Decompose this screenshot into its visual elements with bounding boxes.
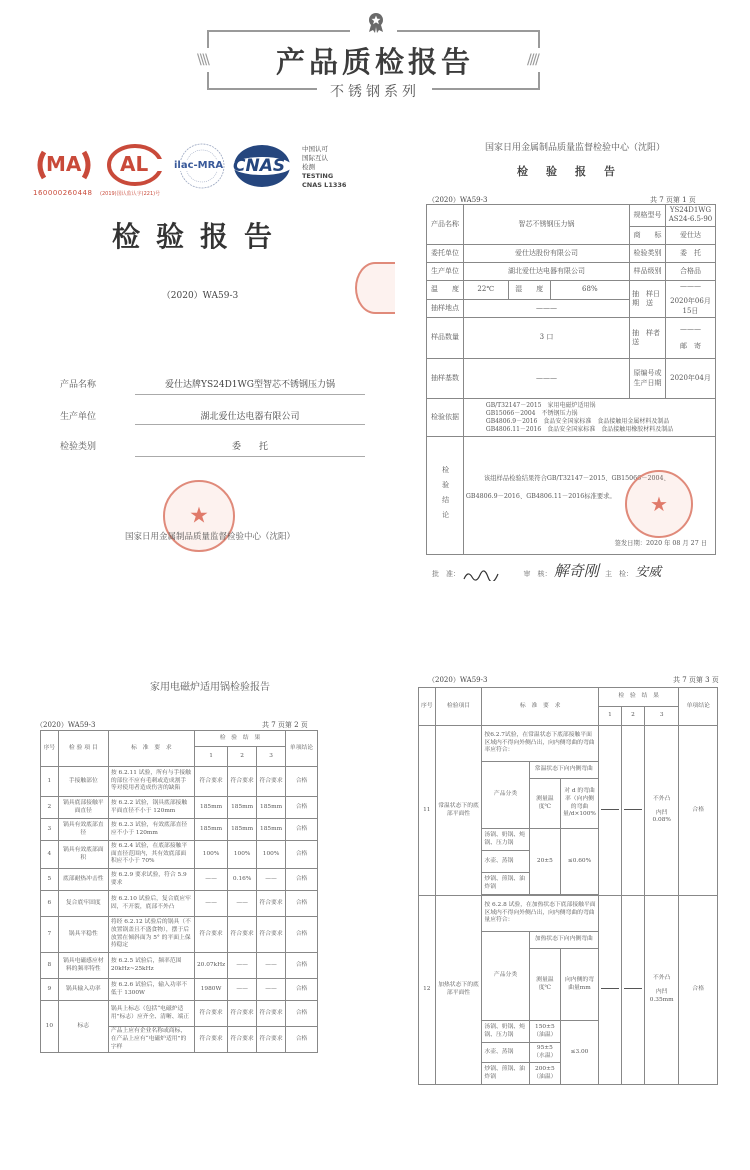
- table-row: [41, 917, 318, 953]
- result-line: 不外凸: [652, 795, 671, 802]
- result-line: 内凹: [655, 809, 668, 816]
- sample-date-dash: ———: [679, 281, 701, 290]
- row-item: 锅具有效底部直径: [58, 819, 108, 841]
- row-result-2: ——: [228, 891, 257, 917]
- result-line: 0.35mm: [649, 996, 674, 1003]
- table-row: [41, 841, 318, 869]
- sub-header: 常温状态下向内侧弯曲: [529, 762, 598, 779]
- category-item: 炒锅、煎锅、油炸锅: [482, 873, 529, 895]
- row-result-1: 符合要求: [194, 767, 227, 797]
- row-result-2: 符合要求: [228, 1001, 257, 1027]
- sample-date-label: 抽 样日期 送: [630, 280, 666, 317]
- row-verdict: 合格: [679, 896, 718, 1085]
- conclusion-text: 该组样品检验结果符合GB/T32147－2015、GB15066－2004、: [483, 475, 670, 483]
- cal-logo: [106, 143, 164, 187]
- row-item: 复合底牢固度: [58, 891, 108, 917]
- dash: [601, 988, 619, 989]
- row-verdict: 合格: [286, 841, 318, 869]
- results-table: [418, 687, 718, 1085]
- sampler-value: [665, 318, 715, 359]
- cma-number: 160000260448: [33, 189, 93, 197]
- underline: [135, 424, 365, 425]
- row-result-3: 符合要求: [257, 767, 286, 797]
- row-result-2: ——: [228, 979, 257, 1001]
- row-verdict: 合格: [286, 979, 318, 1001]
- row-result-2: 100%: [228, 841, 257, 869]
- temp-label: 测量温度℃: [529, 779, 560, 829]
- header-requirement: 标 准 要 求: [482, 688, 599, 726]
- quantity-label: 样品数量: [427, 318, 464, 359]
- row-result-1: [598, 726, 621, 896]
- row-verdict: 合格: [286, 1001, 318, 1027]
- table-row: [41, 891, 318, 917]
- product-name-label: 产品名称: [427, 205, 464, 245]
- table-row: [41, 953, 318, 979]
- row-requirement: 按 6.2.3 试验，有效底部直径应不小于 120mm: [108, 819, 194, 841]
- row-result-1: 1980W: [194, 979, 227, 1001]
- row-requirement-intro: 按 6.2.8 试验，在加热状态下底部接触平面区域内不得向外侧凸出，向内侧弯曲的弯曲量应符合：: [482, 896, 599, 932]
- header-sample-2: 2: [228, 747, 257, 767]
- location-value: ———: [463, 299, 629, 318]
- conclusion-label: 检验结论: [427, 437, 464, 555]
- row-requirement: 将经 6.2.12 试验后的锅具（不放置锅盖且不盛食物），摆于后放置在倾斜面为 5° 的平面上保持稳定: [108, 917, 194, 953]
- grade-label: 样品级别: [630, 262, 666, 280]
- row-no: 9: [41, 979, 59, 1001]
- sample-date-value: [665, 280, 715, 317]
- header-no: 序号: [41, 731, 59, 767]
- banner-title: 产品质检报告: [275, 45, 474, 79]
- conclusion-text: GB4806.9－2016、GB4806.11－2016标准要求。: [465, 492, 616, 500]
- seal-star-icon: ★: [650, 492, 668, 516]
- rate-value: ≤0.60%: [561, 829, 599, 895]
- row-verdict: 合格: [286, 891, 318, 917]
- temp-label: 测量温度℃: [529, 949, 560, 1021]
- trademark-value: 爱仕达: [665, 226, 715, 244]
- row-verdict: 合格: [286, 819, 318, 841]
- row-verdict: 合格: [286, 953, 318, 979]
- cnas-caption: [302, 145, 346, 190]
- sampler-text: 邮 寄: [679, 342, 701, 351]
- cnas-logo-text: CNAS: [233, 156, 286, 176]
- table-row: [41, 767, 318, 797]
- row-result-3: 185mm: [257, 797, 286, 819]
- row-requirement-intro: 按6.2.7试验，在常温状态下底部接触平面区域内不得向外侧凸出，向内侧弯曲的弯曲率应符合：: [482, 726, 599, 762]
- check-signature: 安威: [635, 565, 662, 580]
- review-label: 审 核：: [523, 570, 552, 578]
- row-result-1: 185mm: [194, 797, 227, 819]
- row-no: 3: [41, 819, 59, 841]
- result-line: 内凹: [655, 989, 668, 996]
- row-result-1: 20.07kHz: [194, 953, 227, 979]
- cnas-caption-line: TESTING: [302, 172, 334, 180]
- category-temp: 150±5（油温）: [529, 1021, 560, 1043]
- basis-item: GB/T32147－2015 家用电磁炉适用锅: [485, 401, 596, 409]
- ilac-logo-text: ilac-MRA: [174, 160, 224, 171]
- page-info: 共 7 页第 2 页: [262, 721, 308, 729]
- cal-logo-text: AL: [120, 152, 149, 176]
- temp-value: 20±5: [529, 829, 560, 895]
- cnas-caption-line: 中国认可: [302, 145, 328, 153]
- header-sample-3: 3: [644, 707, 679, 726]
- humidity-label: 湿 度: [508, 280, 550, 299]
- row-result-3: ——: [257, 979, 286, 1001]
- row-item: 锅具输入功率: [58, 979, 108, 1001]
- row-result-3: 100%: [257, 841, 286, 869]
- row-result-1: [598, 896, 621, 1085]
- producer-value: 湖北爱仕达电器有限公司: [463, 262, 629, 280]
- spec-label: 规格型号: [630, 205, 666, 227]
- table-row: [41, 979, 318, 1001]
- row-verdict: 合格: [286, 1027, 318, 1053]
- row-result-1: ——: [194, 891, 227, 917]
- temperature-label: 温 度: [427, 280, 464, 299]
- row-verdict: 合格: [679, 726, 718, 896]
- seal-star-icon: ★: [189, 503, 209, 529]
- producer-label: 生产单位: [60, 412, 97, 422]
- batch-value: 2020年04月: [665, 359, 715, 399]
- humidity-value: 68%: [550, 280, 630, 299]
- row-requirement: 产品上应有企业名称或商标，在产品上应有“电磁炉适用”的字样: [108, 1027, 194, 1053]
- spec-value-line: YS24D1WG: [669, 206, 712, 214]
- report-number: （2020）WA59-3: [36, 721, 96, 729]
- producer-value: 湖北爱仕达电器有限公司: [200, 412, 300, 422]
- result-line: 不外凸: [652, 975, 671, 982]
- row-no: 4: [41, 841, 59, 869]
- cnas-caption-line: 检测: [302, 163, 315, 171]
- row-item: 标志: [58, 1001, 108, 1053]
- cnas-caption-line: 国际互认: [302, 154, 328, 162]
- row-result-3: 符合要求: [257, 1001, 286, 1027]
- category-value: 委 托: [231, 442, 268, 452]
- organization-name: 国家日用金属制品质量监督检验中心（沈阳）: [124, 532, 295, 542]
- header-sample-2: 2: [621, 707, 644, 726]
- banner-hatch-left: \\\\: [197, 52, 208, 68]
- row-no: 7: [41, 917, 59, 953]
- ilac-mra-logo: [173, 142, 231, 190]
- category-label: 产品分类: [482, 932, 529, 1021]
- row-result-3: ——: [257, 953, 286, 979]
- grade-value: 合格品: [665, 262, 715, 280]
- report-title: 检验报告: [517, 165, 633, 178]
- row-result-1: 185mm: [194, 819, 227, 841]
- basis-item: GB4806.9－2016 食品安全国家标准 食品接触用金属材料及制品: [485, 417, 670, 425]
- dash: [601, 809, 619, 810]
- cma-logo: [34, 148, 94, 182]
- page-info: 共 7 页第 3 页: [673, 676, 719, 684]
- underline: [135, 456, 365, 457]
- row-no: 1: [41, 767, 59, 797]
- row-result-2: 0.16%: [228, 869, 257, 891]
- product-name-label: 产品名称: [60, 380, 97, 390]
- row-result-1: 符合要求: [194, 1001, 227, 1027]
- temperature-value: 22℃: [463, 280, 508, 299]
- row-no: 11: [419, 726, 436, 896]
- organization-name: 国家日用金属制品质量监督检验中心（沈阳）: [484, 143, 665, 153]
- header-sample-1: 1: [598, 707, 621, 726]
- row-result-2: [621, 726, 644, 896]
- official-seal: [625, 470, 693, 538]
- batch-label: 原编号或生产日期: [630, 359, 666, 399]
- row-result-3: 符合要求: [257, 891, 286, 917]
- row-requirement: 按 6.2.5 试验后，频率范围 20kHz~25kHz: [108, 953, 194, 979]
- report-number: （2020）WA59-3: [428, 676, 488, 684]
- base-value: ———: [463, 359, 629, 399]
- location-label: 抽样地点: [427, 299, 464, 318]
- banner-frame-top-left: [207, 30, 350, 32]
- product-name-value: 智芯不锈钢压力锅: [463, 205, 629, 245]
- category-item: 水壶、蒸锅: [482, 1043, 529, 1063]
- row-result-2: 符合要求: [228, 1027, 257, 1053]
- approve-label: 批 准：: [432, 570, 460, 578]
- category-label: 产品分类: [482, 762, 529, 829]
- header-requirement: 标 准 要 求: [108, 731, 194, 767]
- category-item: 汤锅、奶锅、炖锅、压力锅: [482, 829, 529, 851]
- row-result-3: 185mm: [257, 819, 286, 841]
- row-verdict: 合格: [286, 797, 318, 819]
- row-item: 加热状态下的底部平面性: [435, 896, 482, 1085]
- basis-item: GB4806.11－2016 食品安全国家标准 食品接触用橡胶材料及制品: [485, 425, 674, 433]
- header-verdict: 单项结论: [286, 731, 318, 767]
- table-row: [41, 819, 318, 841]
- category-label: 检验类别: [630, 244, 666, 262]
- spec-value: [665, 205, 715, 227]
- header-item: 检验项目: [435, 688, 482, 726]
- row-no: 5: [41, 869, 59, 891]
- basis-list: [463, 399, 715, 437]
- result-line: 0.08%: [652, 817, 671, 824]
- trademark-label: 商 标: [630, 226, 666, 244]
- row-result-2: 185mm: [228, 797, 257, 819]
- row-result-1: 100%: [194, 841, 227, 869]
- row-requirement: 按 6.2.9 要求试验，符合 5.9 要求: [108, 869, 194, 891]
- row-result-2: ——: [228, 953, 257, 979]
- rate-label: 对 d 的弯曲率（向内侧的弯曲量/d×100%: [561, 779, 599, 829]
- report-subtitle: 家用电磁炉适用锅检验报告: [150, 682, 270, 693]
- row-result-2: 符合要求: [228, 767, 257, 797]
- row-result-3: 符合要求: [257, 1027, 286, 1053]
- award-medal-icon: [367, 12, 385, 34]
- row-item: 手接触部位: [58, 767, 108, 797]
- header-banner: [0, 0, 750, 112]
- category-temp: 95±5（水温）: [529, 1043, 560, 1063]
- row-result-1: 符合要求: [194, 1027, 227, 1053]
- header-no: 序号: [419, 688, 436, 726]
- category-value: 委 托: [665, 244, 715, 262]
- row-no: 8: [41, 953, 59, 979]
- banner-frame-right-bottom: [538, 72, 540, 89]
- header-sample-3: 3: [257, 747, 286, 767]
- table-row: [41, 869, 318, 891]
- category-label: 检验类别: [60, 442, 97, 452]
- dash: [624, 988, 642, 989]
- report-number: （2020）WA59-3: [428, 196, 488, 204]
- sub-header: 加热状态下向内侧弯曲: [529, 932, 598, 949]
- table-row: [41, 797, 318, 819]
- category-item: 汤锅、奶锅、炖锅、压力锅: [482, 1021, 529, 1043]
- header-sample-1: 1: [194, 747, 227, 767]
- row-requirement: 按 6.2.4 试验，在底部接触平面直径范围内，其有效底部面积应不小于 70%: [108, 841, 194, 869]
- issue-date: 签发日期：2020 年 08 月 27 日: [614, 539, 707, 547]
- row-requirement: 按 6.2.10 试验后，复合底应牢固，不开裂，底部不外凸: [108, 891, 194, 917]
- client-label: 委托单位: [427, 244, 464, 262]
- row-verdict: 合格: [286, 917, 318, 953]
- official-seal-partial: [355, 262, 395, 314]
- underline: [135, 394, 365, 395]
- row-no: 2: [41, 797, 59, 819]
- row-verdict: 合格: [286, 767, 318, 797]
- row-result-1: 符合要求: [194, 917, 227, 953]
- row-requirement: 锅具上标志（包括“电磁炉适用”标志）应齐全、清晰、端正: [108, 1001, 194, 1027]
- sampler-label: 抽 样者 送: [630, 318, 666, 359]
- page-info: 共 7 页第 1 页: [650, 196, 696, 204]
- product-name-value: 爱仕达牌YS24D1WG型智芯不锈钢压力锅: [165, 380, 335, 390]
- header-item: 检 验 项 目: [58, 731, 108, 767]
- row-result-2: 符合要求: [228, 917, 257, 953]
- dash: [624, 809, 642, 810]
- banner-frame-left-top: [207, 30, 209, 48]
- row-result-3: ——: [257, 869, 286, 891]
- row-item: 锅具平稳性: [58, 917, 108, 953]
- row-item: 底部耐热冲击性: [58, 869, 108, 891]
- cnas-logo: [232, 143, 292, 189]
- row-verdict: 合格: [286, 869, 318, 891]
- cnas-caption-line: CNAS L1336: [302, 181, 347, 189]
- report-number: （2020）WA59-3: [161, 291, 239, 301]
- check-label: 主 检：: [604, 570, 633, 578]
- banner-hatch-right: ////: [527, 52, 538, 68]
- banner-frame-left-bottom: [207, 72, 209, 89]
- row-no: 6: [41, 891, 59, 917]
- amount-value: ≤3.00: [561, 1021, 599, 1085]
- base-label: 抽样基数: [427, 359, 464, 399]
- row-result-2: [621, 896, 644, 1085]
- quantity-value: 3 口: [463, 318, 629, 359]
- row-no: 12: [419, 896, 436, 1085]
- row-requirement: 按 6.2.6 试验后，输入功率不低于 1300W: [108, 979, 194, 1001]
- banner-frame-right-top: [538, 30, 540, 48]
- review-signature: 解奇刚: [553, 562, 599, 580]
- row-item: 锅具电磁感应材料的频率特性: [58, 953, 108, 979]
- cma-logo-text: MA: [46, 152, 82, 176]
- header-verdict: 单项结论: [679, 688, 718, 726]
- row-result-2: 185mm: [228, 819, 257, 841]
- category-temp: 200±5（油温）: [529, 1063, 560, 1085]
- basis-label: 检验依据: [427, 399, 464, 437]
- report-title: 检验报告: [111, 220, 288, 253]
- amount-label: 向内侧的弯曲量mm: [561, 949, 599, 1021]
- row-requirement: 按 6.2.2 试验，锅具底部接触平面直径不小于 120mm: [108, 797, 194, 819]
- banner-subtitle: 不锈钢系列: [330, 84, 420, 100]
- banner-frame-top-right: [397, 30, 540, 32]
- row-item: 锅具底部接触平面直径: [58, 797, 108, 819]
- category-item: 水壶、蒸锅: [482, 851, 529, 873]
- cal-number: (2019)国认监认字(221)号: [100, 191, 161, 197]
- row-result-3: [644, 896, 679, 1085]
- producer-label: 生产单位: [427, 262, 464, 280]
- row-item: 常温状态下的底部平面性: [435, 726, 482, 896]
- results-table: [40, 730, 318, 1053]
- sample-date-text: 2020年06月15日: [670, 297, 711, 315]
- sampler-dash: ———: [679, 324, 701, 333]
- row-result-3: [644, 726, 679, 896]
- header-results: 检 验 结 果: [598, 688, 679, 707]
- category-item: 炒锅、煎锅、油炸锅: [482, 1063, 529, 1085]
- signature-line: [432, 560, 722, 581]
- basis-item: GB15066－2004 不锈钢压力锅: [485, 409, 578, 417]
- client-value: 爱仕达股份有限公司: [463, 244, 629, 262]
- approve-signature: [462, 569, 507, 579]
- row-item: 锅具有效底部面积: [58, 841, 108, 869]
- row-result-3: 符合要求: [257, 917, 286, 953]
- row-requirement: 按 6.2.11 试验，所有与手接触的部位不应有毛刺或造成割手等对使用者造成伤害的缺陷: [108, 767, 194, 797]
- header-results: 检 验 结 果: [194, 731, 285, 747]
- row-result-1: ——: [194, 869, 227, 891]
- row-no: 10: [41, 1001, 59, 1053]
- spec-value-line: AS24-6.5-90: [668, 215, 713, 224]
